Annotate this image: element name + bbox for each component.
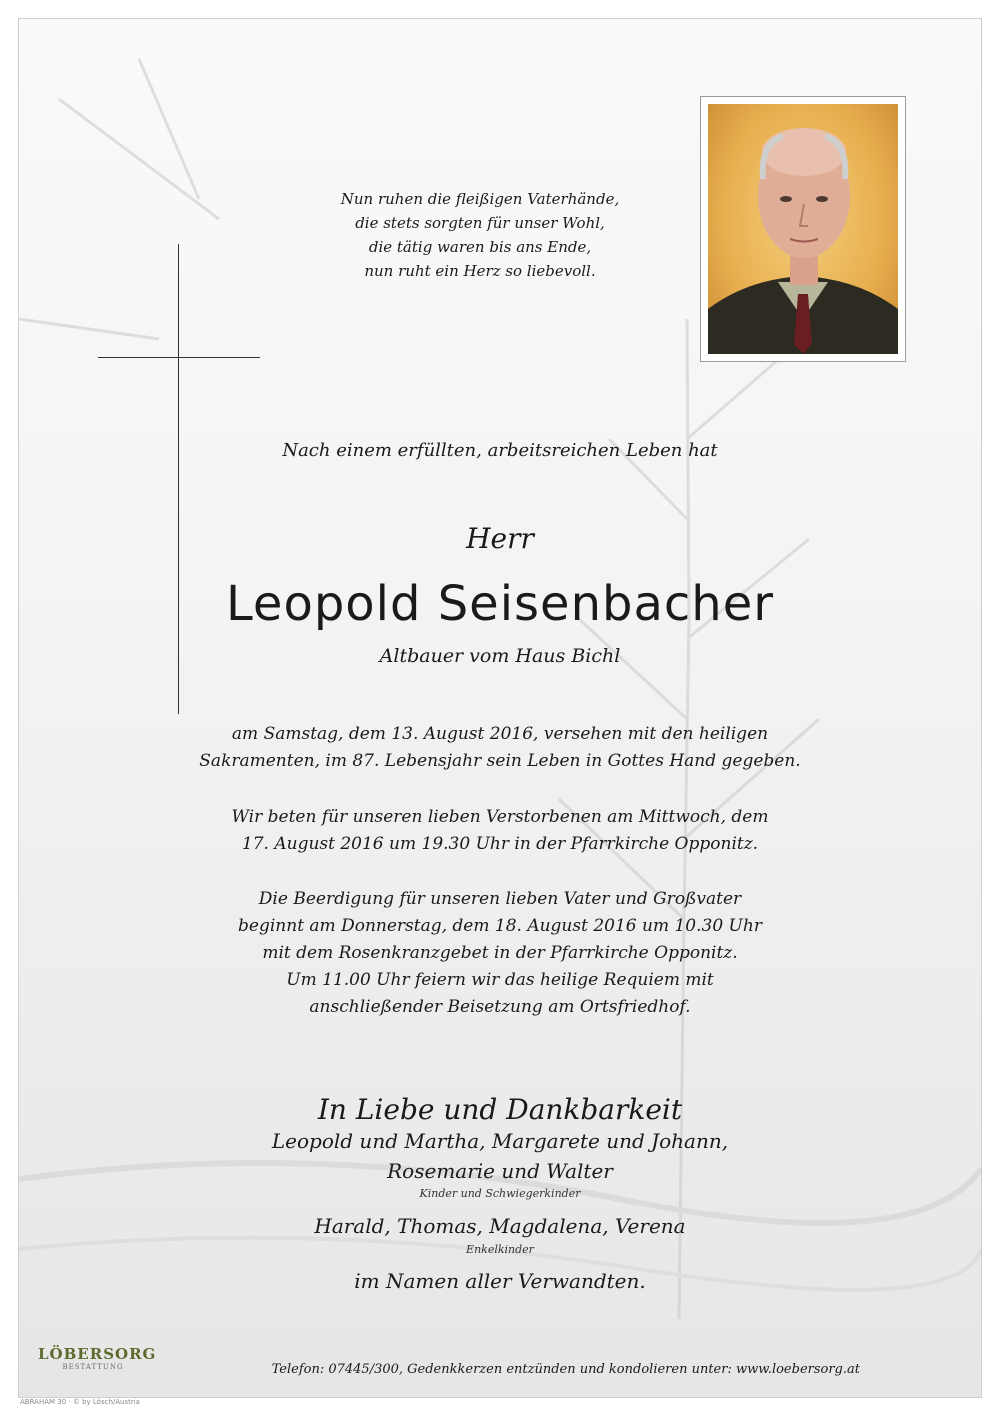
poem (260, 187, 700, 283)
poem-line: die tätig waren bis ans Ende, (368, 238, 592, 256)
logo-name: LÖBERSORG (38, 1345, 157, 1363)
family-line: Leopold und Martha, Margarete und Johann, (271, 1129, 729, 1153)
poem-line: die stets sorgten für unser Wohl, (355, 214, 605, 232)
closing-heading: In Liebe und Dankbarkeit (317, 1093, 683, 1126)
logo-subtitle: BESTATTUNG (62, 1363, 124, 1371)
footer-contact: Telefon: 07445/300, Gedenkkerzen entzünden und kondolieren unter: www.loebersorg.at (271, 1362, 860, 1377)
funeral-paragraph (0, 886, 1000, 1021)
funeral-home-logo (38, 1345, 157, 1371)
paragraph-line: Die Beerdigung für unseren lieben Vater und Großvater (258, 889, 742, 909)
children-caption: Kinder und Schwiegerkinder (419, 1187, 581, 1200)
relatives-line: im Namen aller Verwandten. (354, 1269, 646, 1293)
cross-horizontal (98, 357, 260, 358)
portrait-frame (700, 96, 906, 362)
poem-line: nun ruht ein Herz so liebevoll. (364, 262, 596, 280)
children-names (0, 1126, 1000, 1186)
paragraph-line: am Samstag, dem 13. August 2016, versehen mit den heiligen (231, 724, 769, 744)
family-line: Rosemarie und Walter (387, 1159, 613, 1183)
portrait-illustration (708, 104, 898, 354)
poem-line: Nun ruhen die fleißigen Vaterhände, (340, 190, 620, 208)
grandchildren-caption: Enkelkinder (466, 1243, 534, 1256)
paragraph-line: 17. August 2016 um 19.30 Uhr in der Pfarrkirche Opponitz. (241, 834, 759, 854)
prayer-paragraph (0, 804, 1000, 858)
death-paragraph (0, 721, 1000, 775)
paragraph-line: Wir beten für unseren lieben Verstorbenen am Mittwoch, dem (231, 807, 769, 827)
paragraph-line: anschließender Beisetzung am Ortsfriedhof. (309, 997, 691, 1017)
paragraph-line: Sakramenten, im 87. Lebensjahr sein Leben in Gottes Hand gegeben. (199, 751, 801, 771)
print-credit: ABRAHAM 30 · © by Lösch/Austria (20, 1398, 140, 1406)
grandchildren-names: Harald, Thomas, Magdalena, Verena (314, 1214, 686, 1238)
paragraph-line: Um 11.00 Uhr feiern wir das heilige Requiem mit (286, 970, 714, 990)
deceased-role: Altbauer vom Haus Bichl (379, 645, 621, 667)
cross-vertical (178, 244, 179, 714)
portrait-photo (708, 104, 898, 354)
deceased-name: Leopold Seisenbacher (226, 576, 774, 632)
paragraph-line: mit dem Rosenkranzgebet in der Pfarrkirche Opponitz. (262, 943, 738, 963)
intro-text: Nach einem erfüllten, arbeitsreichen Leben hat (282, 440, 718, 461)
paragraph-line: beginnt am Donnerstag, dem 18. August 2016 um 10.30 Uhr (238, 916, 762, 936)
salutation: Herr (466, 522, 534, 555)
